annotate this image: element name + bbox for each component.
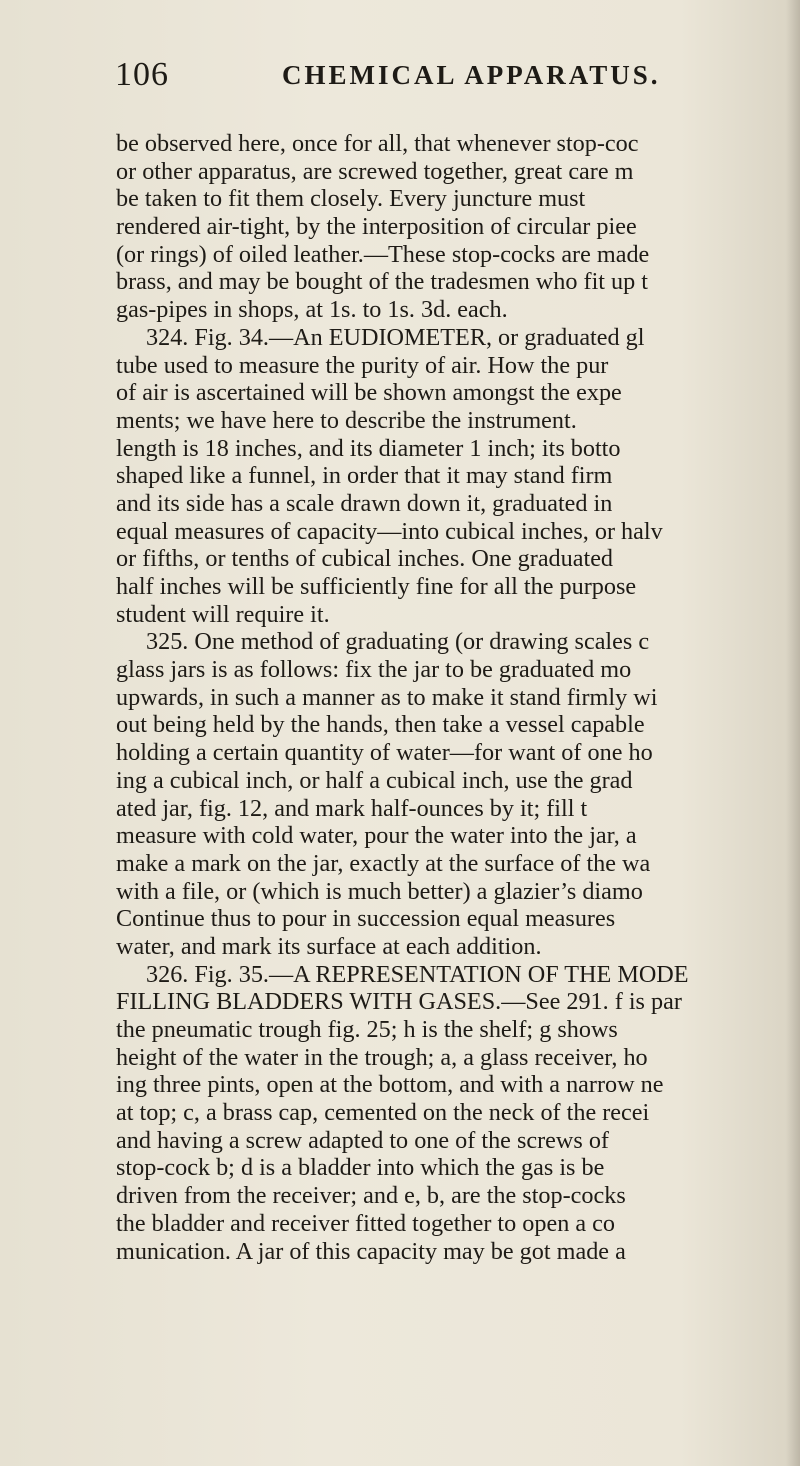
text-line: FILLING BLADDERS WITH GASES.—See 291. f is par bbox=[116, 988, 682, 1016]
text-line: and having a screw adapted to one of the screws of bbox=[116, 1126, 609, 1154]
text-line: student will require it. bbox=[116, 600, 330, 628]
text-line: length is 18 inches, and its diameter 1 inch; its botto bbox=[116, 434, 621, 462]
text-line: water, and mark its surface at each addition. bbox=[116, 932, 542, 960]
text-line: and its side has a scale drawn down it, graduated in bbox=[116, 489, 613, 517]
text-line: or fifths, or tenths of cubical inches. One graduated bbox=[116, 545, 614, 573]
text-line: tube used to measure the purity of air. How the pur bbox=[116, 351, 609, 379]
paragraph-324-start: 324. Fig. 34.—An EUDIOMETER, or graduated gl bbox=[146, 323, 645, 351]
page-header bbox=[115, 56, 780, 96]
text-line: holding a certain quantity of water—for want of one ho bbox=[116, 739, 653, 767]
text-line: at top; c, a brass cap, cemented on the neck of the recei bbox=[116, 1099, 650, 1127]
text-line: out being held by the hands, then take a vessel capable bbox=[116, 711, 645, 739]
text-line: ated jar, fig. 12, and mark half-ounces by it; fill t bbox=[116, 794, 588, 822]
text-line: driven from the receiver; and e, b, are the stop-cocks bbox=[116, 1182, 626, 1210]
page-number: 106 bbox=[115, 56, 169, 93]
text-line: brass, and may be bought of the tradesmen who fit up t bbox=[116, 268, 649, 296]
text-line: (or rings) of oiled leather.—These stop-cocks are made bbox=[116, 240, 650, 268]
text-line: the bladder and receiver fitted together to open a co bbox=[116, 1209, 615, 1237]
text-line: or other apparatus, are screwed together, great care m bbox=[116, 157, 634, 185]
text-line: half inches will be sufficiently fine for all the purpose bbox=[116, 573, 637, 600]
paragraph-326-start: 326. Fig. 35.—A REPRESENTATION OF THE MODE bbox=[146, 960, 689, 988]
paragraph-325-start: 325. One method of graduating (or drawing scales c bbox=[146, 628, 650, 656]
text-line: make a mark on the jar, exactly at the surface of the wa bbox=[116, 849, 651, 877]
running-title: CHEMICAL APPARATUS. bbox=[282, 60, 661, 90]
text-line: measure with cold water, pour the water into the jar, a bbox=[116, 822, 637, 850]
text-line: be taken to fit them closely. Every juncture must bbox=[116, 185, 586, 213]
text-line: stop-cock b; d is a bladder into which the gas is be bbox=[116, 1154, 605, 1182]
text-line: shaped like a funnel, in order that it may stand firm bbox=[116, 462, 613, 490]
text-line: gas-pipes in shops, at 1s. to 1s. 3d. each. bbox=[116, 296, 508, 324]
text-line: ing a cubical inch, or half a cubical inch, use the grad bbox=[116, 766, 633, 794]
text-line: munication. A jar of this capacity may be got made a bbox=[116, 1237, 626, 1265]
text-line: of air is ascertained will be shown amongst the expe bbox=[116, 379, 622, 407]
text-line: glass jars is as follows: fix the jar to be graduated mo bbox=[116, 656, 632, 684]
text-line: be observed here, once for all, that whenever stop-coc bbox=[116, 130, 639, 157]
text-line: ments; we have here to describe the instrument. bbox=[116, 406, 577, 434]
text-line: equal measures of capacity—into cubical inches, or halv bbox=[116, 517, 663, 545]
text-line: ing three pints, open at the bottom, and with a narrow ne bbox=[116, 1071, 664, 1099]
text-line: height of the water in the trough; a, a glass receiver, ho bbox=[116, 1043, 648, 1071]
text-line: with a file, or (which is much better) a glazier’s diamo bbox=[116, 877, 643, 905]
text-line: the pneumatic trough fig. 25; h is the shelf; g shows bbox=[116, 1016, 618, 1043]
text-line: rendered air-tight, by the interposition of circular piee bbox=[116, 213, 637, 241]
body-text bbox=[116, 130, 800, 1265]
text-line: upwards, in such a manner as to make it stand firmly wi bbox=[116, 683, 658, 711]
text-line: Continue thus to pour in succession equal measures bbox=[116, 905, 616, 933]
